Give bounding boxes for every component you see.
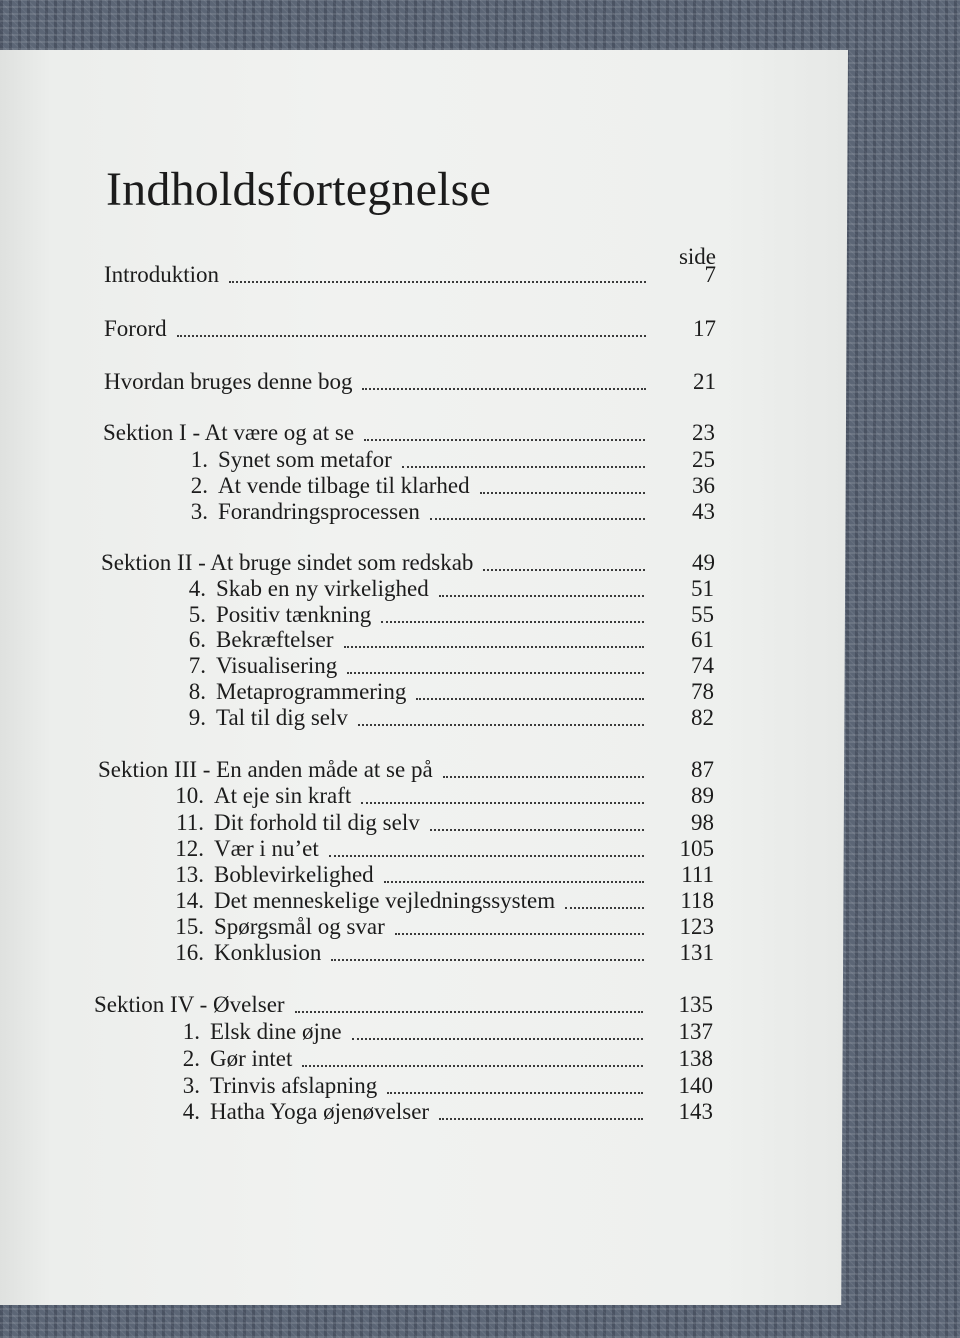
toc-chapter — [174, 862, 714, 888]
toc-chapter-number: 14. — [175, 888, 204, 913]
toc-chapter — [176, 627, 714, 653]
toc-entry-label: Forord — [104, 316, 167, 341]
toc-entry-label: At vende tilbage til klarhed — [218, 473, 470, 498]
leader-dots — [358, 724, 644, 726]
leader-dots — [565, 907, 644, 909]
toc-chapter — [176, 653, 714, 679]
toc-chapter — [174, 888, 714, 914]
toc-chapter — [178, 447, 715, 473]
toc-entry-label: Bekræftelser — [216, 627, 334, 652]
toc-chapter — [174, 783, 714, 809]
leader-dots — [361, 802, 644, 804]
toc-entry-label: Skab en ny virkelighed — [216, 576, 429, 601]
toc-entry-page: 43 — [692, 499, 715, 524]
leader-dots — [439, 595, 644, 597]
toc-chapter-number: 1. — [182, 1019, 200, 1044]
toc-section-heading — [101, 550, 715, 576]
toc-entry — [104, 369, 716, 395]
toc-section-heading — [103, 420, 715, 446]
toc-chapter — [176, 679, 714, 705]
leader-dots — [177, 335, 646, 337]
toc-entry-label: Sektion IV - Øvelser — [94, 992, 285, 1017]
toc-entry-label: Trinvis afslapning — [210, 1073, 378, 1098]
toc-chapter — [176, 602, 714, 628]
toc-section-heading — [94, 992, 713, 1018]
toc-chapter — [174, 914, 714, 940]
leader-dots — [430, 518, 645, 520]
toc-entry-label: Hvordan bruges denne bog — [104, 369, 353, 394]
toc-entry-page: 118 — [680, 888, 714, 913]
toc-entry-page: 138 — [678, 1046, 713, 1071]
leader-dots — [483, 569, 645, 571]
toc-entry-page: 123 — [679, 914, 714, 939]
toc-entry-page: 111 — [681, 862, 714, 887]
toc-chapter-number: 1. — [190, 447, 208, 472]
toc-chapter-number: 3. — [190, 499, 208, 524]
toc-chapter-number: 13. — [175, 862, 204, 887]
toc-chapter-number: 10. — [175, 783, 204, 808]
toc-entry-page: 82 — [691, 705, 714, 730]
toc-entry-label: Boblevirkelighed — [214, 862, 374, 887]
toc-entry-label: Forandringsprocessen — [218, 499, 420, 524]
toc-chapter-number: 6. — [188, 627, 206, 652]
toc-entry-page: 74 — [691, 653, 714, 678]
toc-entry-page: 55 — [691, 602, 714, 627]
toc-entry-label: Synet som metafor — [218, 447, 392, 472]
toc-entry-page: 140 — [678, 1073, 713, 1098]
toc-chapter — [176, 576, 714, 602]
toc-entry-label: Elsk dine øjne — [210, 1019, 342, 1044]
toc-entry-label: Metaprogrammering — [216, 679, 407, 704]
toc-entry-label: Visualisering — [216, 653, 338, 678]
toc-entry-page: 89 — [691, 783, 714, 808]
toc-entry-label: Sektion II - At bruge sindet som redskab — [101, 550, 474, 575]
toc-entry-label: Hatha Yoga øjenøvelser — [210, 1099, 430, 1124]
page-column-label: side — [678, 244, 716, 269]
toc-chapter-number: 4. — [182, 1099, 200, 1124]
toc-entry-page: 17 — [693, 316, 716, 341]
toc-entry-label: Introduktion — [104, 262, 219, 287]
toc-entry-page: 51 — [691, 576, 714, 601]
toc-chapter-number: 5. — [188, 602, 206, 627]
toc-chapter — [170, 1099, 713, 1125]
toc-entry-label: Tal til dig selv — [216, 705, 348, 730]
toc-entry-label: Gør intet — [210, 1046, 293, 1071]
toc-chapter-number: 8. — [188, 679, 206, 704]
toc-entry-page: 105 — [679, 836, 714, 861]
leader-dots — [302, 1065, 643, 1067]
toc-entry-label: At eje sin kraft — [214, 783, 352, 808]
leader-dots — [229, 281, 646, 283]
toc-entry-label: Positiv tænkning — [216, 602, 372, 627]
leader-dots — [364, 439, 645, 441]
toc-entry-page: 143 — [678, 1099, 713, 1124]
leader-dots — [352, 1038, 643, 1040]
toc-entry-page: 21 — [693, 369, 716, 394]
page-title: Indholdsfortegnelse — [106, 163, 492, 216]
toc-chapter — [178, 473, 715, 499]
toc-entry-label: Dit forhold til dig selv — [214, 810, 420, 835]
toc-entry-page: 61 — [691, 627, 714, 652]
toc-chapter — [176, 705, 714, 731]
leader-dots — [430, 829, 644, 831]
leader-dots — [402, 466, 645, 468]
toc-entry — [104, 316, 716, 342]
leader-dots — [443, 776, 644, 778]
leader-dots — [439, 1118, 643, 1120]
toc-chapter — [174, 810, 714, 836]
leader-dots — [329, 855, 644, 857]
toc-chapter-number: 9. — [188, 705, 206, 730]
leader-dots — [344, 646, 644, 648]
leader-dots — [331, 959, 644, 961]
toc-entry-page: 25 — [692, 447, 715, 472]
toc-entry-page: 49 — [692, 550, 715, 575]
toc-entry-label: Vær i nu’et — [214, 836, 319, 861]
toc-chapter-number: 2. — [190, 473, 208, 498]
toc-chapter — [170, 1073, 713, 1099]
toc-entry-page: 87 — [691, 757, 714, 782]
toc-entry-page: 78 — [691, 679, 714, 704]
toc-section-heading — [98, 757, 714, 783]
toc-chapter-number: 16. — [175, 940, 204, 965]
toc-chapter-number: 12. — [175, 836, 204, 861]
leader-dots — [295, 1011, 643, 1013]
toc-chapter-number: 2. — [182, 1046, 200, 1071]
toc-entry-page: 137 — [678, 1019, 713, 1044]
leader-dots — [381, 621, 644, 623]
toc-chapter-number: 11. — [176, 810, 204, 835]
toc-entry-page: 23 — [692, 420, 715, 445]
toc-entry-label: Spørgsmål og svar — [214, 914, 385, 939]
toc-entry-label: Sektion III - En anden måde at se på — [98, 757, 433, 782]
toc-entry-label: Konklusion — [214, 940, 322, 965]
leader-dots — [480, 492, 645, 494]
toc-chapter — [174, 940, 714, 966]
leader-dots — [387, 1092, 643, 1094]
toc-entry-page: 36 — [692, 473, 715, 498]
toc-entry-page: 7 — [704, 262, 716, 287]
toc-chapter — [170, 1046, 713, 1072]
toc-chapter-number: 15. — [175, 914, 204, 939]
leader-dots — [416, 698, 644, 700]
leader-dots — [384, 881, 644, 883]
toc-entry-label: Sektion I - At være og at se — [103, 420, 355, 445]
toc-chapter-number: 3. — [182, 1073, 200, 1098]
toc-chapter-number: 7. — [188, 653, 206, 678]
toc-entry-page: 98 — [691, 810, 714, 835]
leader-dots — [362, 388, 646, 390]
toc-entry-label: Det menneskelige vejledningssystem — [214, 888, 556, 913]
toc-chapter — [178, 499, 715, 525]
toc-entry-page: 135 — [678, 992, 713, 1017]
leader-dots — [347, 672, 644, 674]
toc-chapter — [170, 1019, 713, 1045]
toc-chapter — [174, 836, 714, 862]
toc-entry-page: 131 — [679, 940, 714, 965]
toc-chapter-number: 4. — [188, 576, 206, 601]
leader-dots — [395, 933, 644, 935]
toc-entry — [104, 262, 716, 288]
